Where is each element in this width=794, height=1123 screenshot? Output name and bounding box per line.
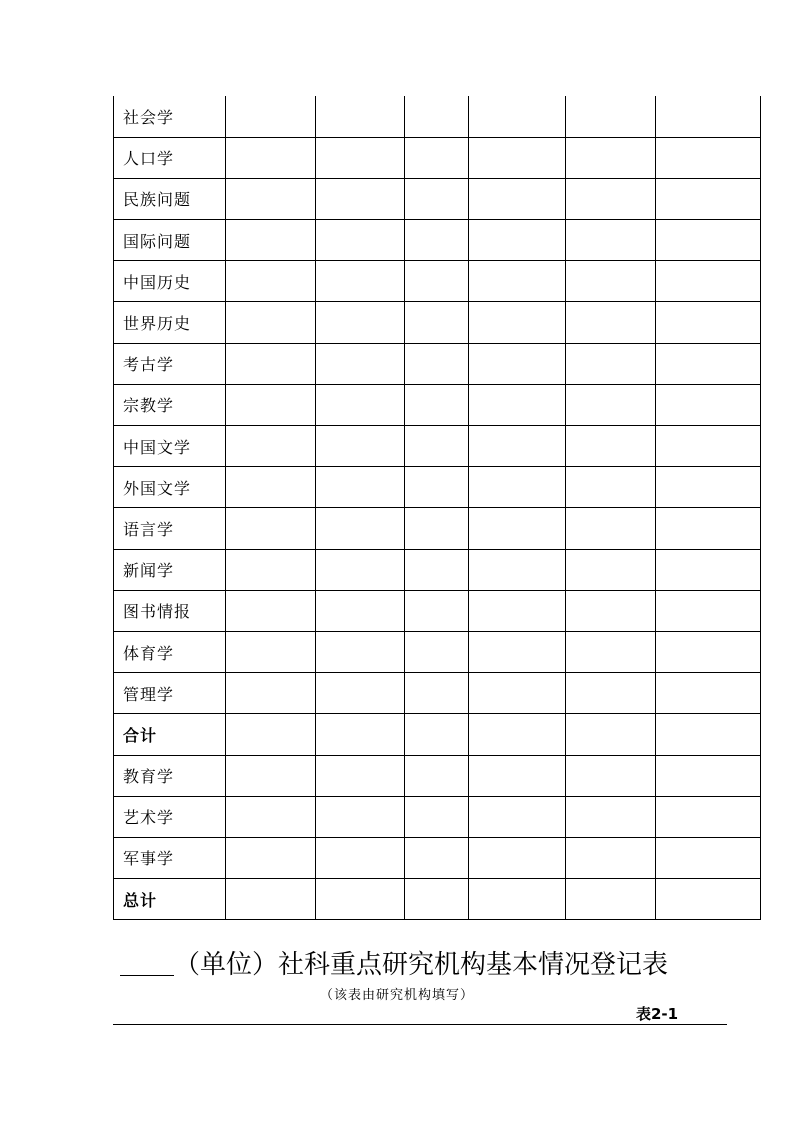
data-cell[interactable] (566, 96, 656, 137)
data-cell[interactable] (405, 302, 469, 343)
data-cell[interactable] (316, 796, 405, 837)
data-cell[interactable] (226, 590, 316, 631)
data-cell[interactable] (469, 879, 566, 920)
data-cell[interactable] (566, 837, 656, 878)
data-cell[interactable] (316, 631, 405, 672)
row-label: 艺术学 (114, 796, 226, 837)
row-label: 教育学 (114, 755, 226, 796)
data-cell[interactable] (316, 96, 405, 137)
data-cell[interactable] (566, 796, 656, 837)
data-cell[interactable] (469, 673, 566, 714)
data-cell[interactable] (566, 302, 656, 343)
table-row (114, 590, 761, 631)
data-cell[interactable] (469, 549, 566, 590)
data-cell[interactable] (316, 178, 405, 219)
row-label: 军事学 (114, 837, 226, 878)
data-cell[interactable] (566, 755, 656, 796)
data-cell[interactable] (566, 714, 656, 755)
data-cell[interactable] (316, 137, 405, 178)
data-cell[interactable] (405, 137, 469, 178)
data-cell[interactable] (656, 755, 761, 796)
data-cell[interactable] (405, 590, 469, 631)
data-cell[interactable] (405, 549, 469, 590)
row-label: 民族问题 (114, 178, 226, 219)
data-cell[interactable] (566, 137, 656, 178)
data-cell[interactable] (226, 837, 316, 878)
data-cell[interactable] (226, 178, 316, 219)
row-label: 人口学 (114, 137, 226, 178)
data-cell[interactable] (469, 96, 566, 137)
data-cell[interactable] (226, 755, 316, 796)
row-label: 中国历史 (114, 261, 226, 302)
data-cell[interactable] (566, 261, 656, 302)
table-row (114, 220, 761, 261)
data-cell[interactable] (226, 673, 316, 714)
data-cell[interactable] (405, 178, 469, 219)
table-row (114, 549, 761, 590)
data-cell[interactable] (469, 220, 566, 261)
data-cell[interactable] (469, 261, 566, 302)
data-cell[interactable] (469, 178, 566, 219)
data-cell[interactable] (405, 508, 469, 549)
row-label: 考古学 (114, 343, 226, 384)
data-cell[interactable] (656, 302, 761, 343)
data-cell[interactable] (656, 714, 761, 755)
data-cell[interactable] (405, 879, 469, 920)
data-cell[interactable] (226, 714, 316, 755)
row-label: 中国文学 (114, 426, 226, 467)
row-label: 图书情报 (114, 590, 226, 631)
data-cell[interactable] (316, 302, 405, 343)
data-cell[interactable] (469, 631, 566, 672)
statistics-table-body (114, 96, 761, 920)
data-cell[interactable] (405, 796, 469, 837)
data-cell[interactable] (469, 508, 566, 549)
data-cell[interactable] (316, 755, 405, 796)
data-cell[interactable] (316, 549, 405, 590)
row-label: 世界历史 (114, 302, 226, 343)
table-row (114, 837, 761, 878)
data-cell[interactable] (226, 879, 316, 920)
data-cell[interactable] (405, 837, 469, 878)
table-row (114, 879, 761, 920)
header-divider (113, 1024, 727, 1025)
table-row (114, 302, 761, 343)
data-cell[interactable] (405, 220, 469, 261)
data-cell[interactable] (405, 261, 469, 302)
data-cell[interactable] (656, 220, 761, 261)
data-cell[interactable] (656, 508, 761, 549)
data-cell[interactable] (316, 714, 405, 755)
table-row (114, 343, 761, 384)
table-row (114, 426, 761, 467)
data-cell[interactable] (405, 714, 469, 755)
data-cell[interactable] (566, 549, 656, 590)
data-cell[interactable] (226, 343, 316, 384)
data-cell[interactable] (469, 467, 566, 508)
data-cell[interactable] (316, 508, 405, 549)
statistics-table (113, 96, 761, 920)
row-label: 国际问题 (114, 220, 226, 261)
data-cell[interactable] (566, 426, 656, 467)
data-cell[interactable] (656, 178, 761, 219)
data-cell[interactable] (566, 879, 656, 920)
data-cell[interactable] (316, 384, 405, 425)
row-label: 语言学 (114, 508, 226, 549)
data-cell[interactable] (226, 426, 316, 467)
row-label: 总计 (114, 879, 226, 920)
data-cell[interactable] (656, 837, 761, 878)
data-cell[interactable] (656, 343, 761, 384)
row-label: 体育学 (114, 631, 226, 672)
data-cell[interactable] (566, 343, 656, 384)
data-cell[interactable] (469, 796, 566, 837)
data-cell[interactable] (226, 796, 316, 837)
table-row (114, 673, 761, 714)
data-cell[interactable] (656, 96, 761, 137)
table-row (114, 755, 761, 796)
data-cell[interactable] (656, 796, 761, 837)
data-cell[interactable] (226, 467, 316, 508)
table-row (114, 261, 761, 302)
data-cell[interactable] (405, 673, 469, 714)
data-cell[interactable] (469, 837, 566, 878)
data-cell[interactable] (316, 261, 405, 302)
data-cell[interactable] (566, 467, 656, 508)
data-cell[interactable] (469, 755, 566, 796)
data-cell[interactable] (656, 467, 761, 508)
table-row (114, 714, 761, 755)
data-cell[interactable] (405, 426, 469, 467)
data-cell[interactable] (656, 673, 761, 714)
row-label: 合计 (114, 714, 226, 755)
row-label: 新闻学 (114, 549, 226, 590)
data-cell[interactable] (226, 137, 316, 178)
table-row (114, 384, 761, 425)
data-cell[interactable] (316, 590, 405, 631)
row-label: 管理学 (114, 673, 226, 714)
unit-name-blank[interactable] (120, 947, 174, 976)
data-cell[interactable] (405, 467, 469, 508)
data-cell[interactable] (566, 673, 656, 714)
data-cell[interactable] (226, 220, 316, 261)
data-cell[interactable] (469, 137, 566, 178)
table-row (114, 137, 761, 178)
table-row (114, 796, 761, 837)
table-row (114, 508, 761, 549)
data-cell[interactable] (405, 384, 469, 425)
data-cell[interactable] (566, 178, 656, 219)
data-cell[interactable] (656, 426, 761, 467)
data-cell[interactable] (226, 384, 316, 425)
data-cell[interactable] (226, 549, 316, 590)
data-cell[interactable] (656, 590, 761, 631)
data-cell[interactable] (469, 343, 566, 384)
data-cell[interactable] (226, 631, 316, 672)
data-cell[interactable] (226, 96, 316, 137)
data-cell[interactable] (656, 879, 761, 920)
data-cell[interactable] (469, 426, 566, 467)
data-cell[interactable] (469, 302, 566, 343)
data-cell[interactable] (316, 837, 405, 878)
data-cell[interactable] (316, 879, 405, 920)
row-label: 社会学 (114, 96, 226, 137)
table-row (114, 631, 761, 672)
data-cell[interactable] (316, 467, 405, 508)
data-cell[interactable] (469, 590, 566, 631)
table-row (114, 96, 761, 137)
data-cell[interactable] (405, 343, 469, 384)
data-cell[interactable] (566, 384, 656, 425)
form-title (120, 947, 740, 983)
data-cell[interactable] (226, 261, 316, 302)
data-cell[interactable] (656, 384, 761, 425)
data-cell[interactable] (226, 302, 316, 343)
data-cell[interactable] (566, 508, 656, 549)
row-label: 外国文学 (114, 467, 226, 508)
data-cell[interactable] (566, 631, 656, 672)
data-cell[interactable] (316, 673, 405, 714)
data-cell[interactable] (656, 631, 761, 672)
data-cell[interactable] (226, 508, 316, 549)
data-cell[interactable] (316, 220, 405, 261)
data-cell[interactable] (316, 426, 405, 467)
data-cell[interactable] (469, 384, 566, 425)
table-row (114, 178, 761, 219)
row-label: 宗教学 (114, 384, 226, 425)
data-cell[interactable] (656, 137, 761, 178)
data-cell[interactable] (316, 343, 405, 384)
table-number: 表2-1 (636, 1005, 679, 1023)
data-cell[interactable] (656, 261, 761, 302)
data-cell[interactable] (405, 755, 469, 796)
form-title-text: （单位）社科重点研究机构基本情况登记表 (174, 950, 669, 980)
data-cell[interactable] (469, 714, 566, 755)
data-cell[interactable] (405, 631, 469, 672)
data-cell[interactable] (566, 220, 656, 261)
data-cell[interactable] (405, 96, 469, 137)
form-subtitle: （该表由研究机构填写） (319, 988, 474, 1003)
data-cell[interactable] (566, 590, 656, 631)
table-row (114, 467, 761, 508)
data-cell[interactable] (656, 549, 761, 590)
